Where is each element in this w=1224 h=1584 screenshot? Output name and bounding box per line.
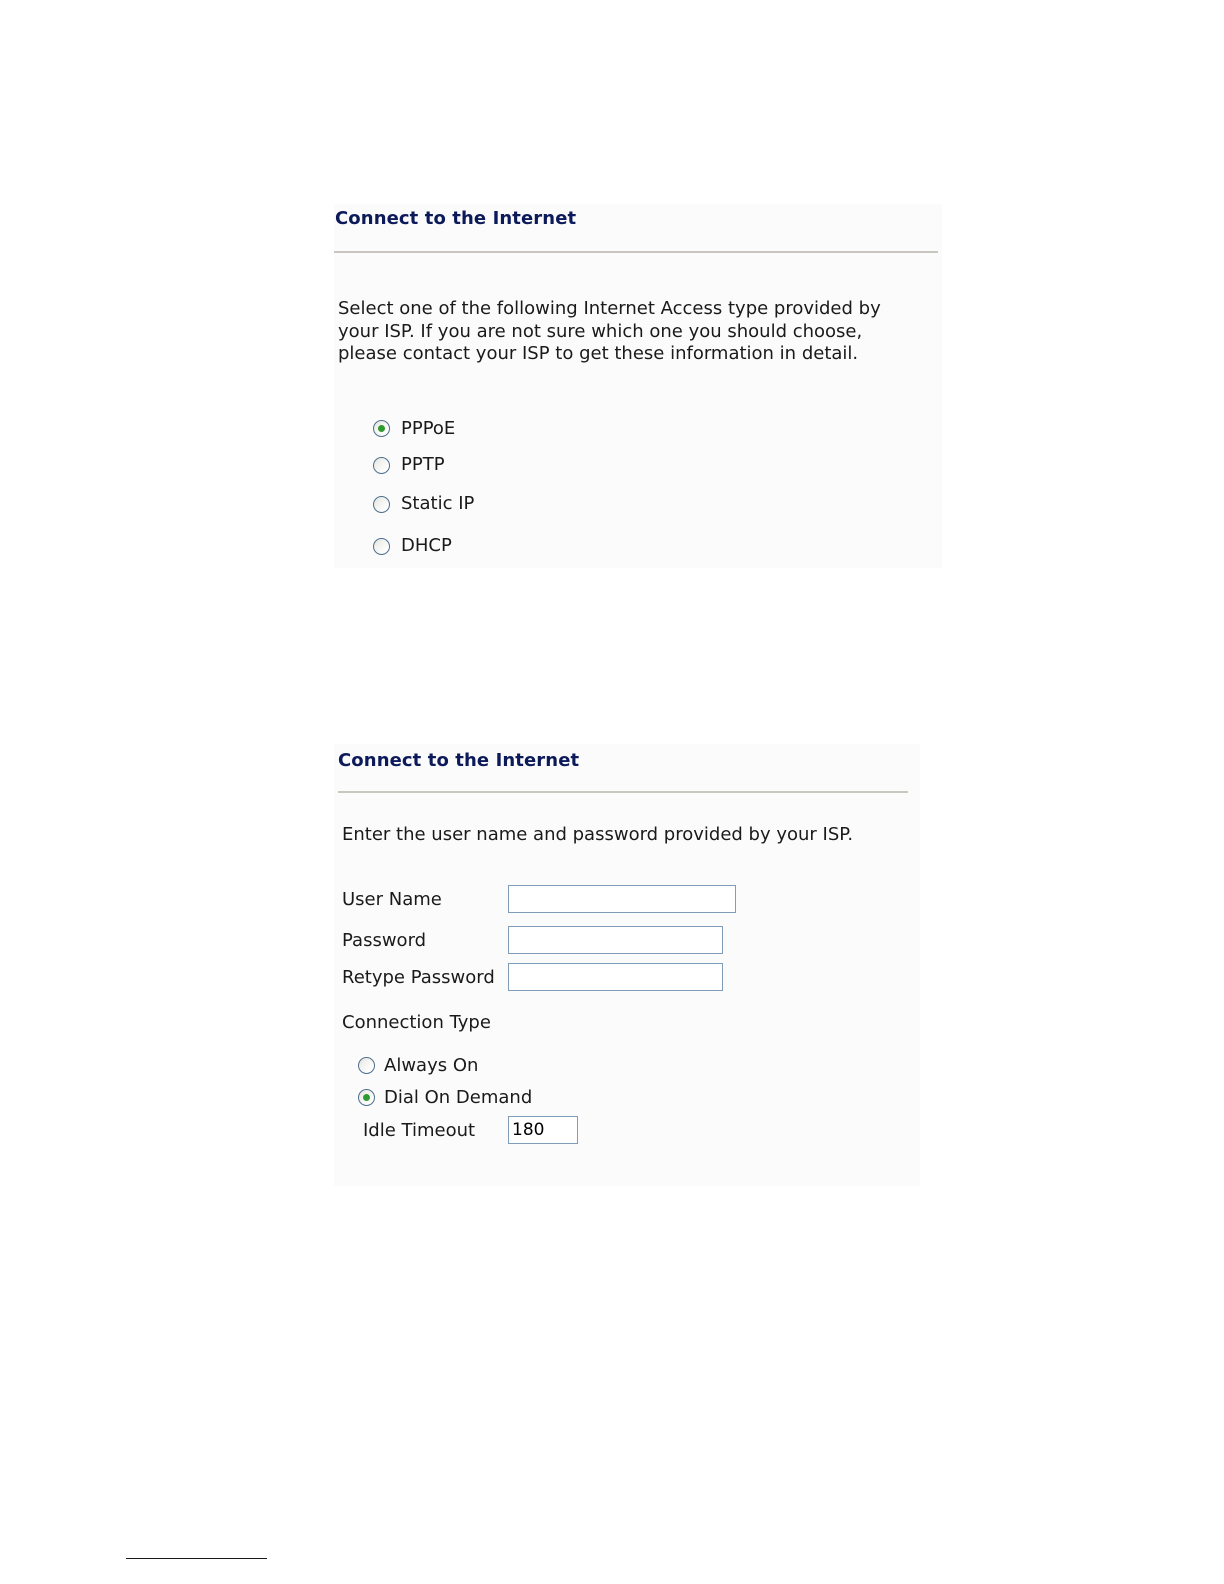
radio-pptp-label: PPTP [401,454,445,475]
instructions-text: Enter the user name and password provided by your ISP. [342,824,854,845]
radio-pppoe[interactable] [373,420,390,437]
footnote-separator [126,1558,267,1559]
password-input[interactable] [508,926,723,954]
title-divider [338,791,908,793]
radio-dial-on-demand-label: Dial On Demand [384,1087,533,1108]
user-name-input[interactable] [508,885,736,913]
radio-always-on[interactable] [358,1057,375,1074]
user-name-label: User Name [342,889,442,910]
radio-static-ip[interactable] [373,496,390,513]
page-title: Connect to the Internet [338,750,580,771]
pppoe-credentials-panel [334,744,920,1186]
password-label: Password [342,930,427,951]
idle-timeout-input[interactable] [508,1116,578,1144]
radio-dial-on-demand[interactable] [358,1089,375,1106]
radio-dhcp-label: DHCP [401,535,452,556]
radio-pppoe-label: PPPoE [401,418,456,439]
retype-password-input[interactable] [508,963,723,991]
radio-always-on-label: Always On [384,1055,479,1076]
instructions-text: Select one of the following Internet Access type provided by your ISP. If you are not sure which one you should choose, please contact your ISP to get these information in detail. [338,298,881,364]
page-title: Connect to the Internet [335,208,577,229]
radio-pptp[interactable] [373,457,390,474]
idle-timeout-label: Idle Timeout [363,1120,476,1141]
retype-password-label: Retype Password [342,967,495,988]
isp-type-panel [334,204,942,568]
radio-dhcp[interactable] [373,538,390,555]
connection-type-label: Connection Type [342,1012,491,1033]
radio-static-ip-label: Static IP [401,493,475,514]
title-divider [334,251,938,253]
